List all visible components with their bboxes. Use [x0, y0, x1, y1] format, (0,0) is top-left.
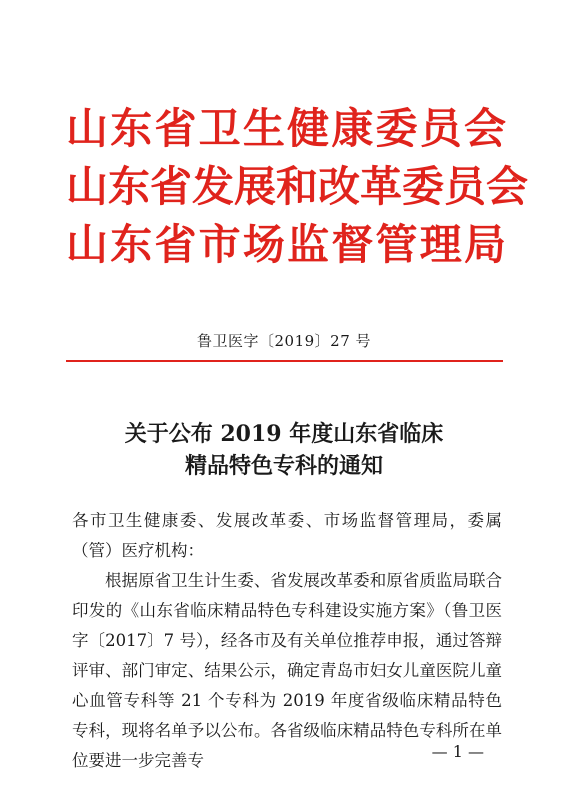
document-title-line-1: 关于公布 2019 年度山东省临床	[124, 421, 444, 447]
document-number: 鲁卫医字〔2019〕27 号	[196, 332, 372, 350]
body-paragraph: 根据原省卫生计生委、省发展改革委和原省质监局联合印发的《山东省临床精品特色专科建设实施方案》（鲁卫医字〔2017〕7 号），经各市及有关单位推荐申报，通过答辩评审、部门审定、结果公示，确定青岛市妇女儿童医院儿童心血管专科等 21 个专科为 2019 年度省级临床精品特色专科，现将名单予以公布。各省级临床精品特色专科所在单位要进一步完善专	[72, 571, 502, 770]
red-divider-line	[66, 360, 503, 362]
issuer-market-supervision-bureau: 山东省市场监督管理局	[66, 220, 506, 269]
document-title-line-2: 精品特色专科的通知	[184, 453, 383, 479]
document-body	[72, 506, 502, 776]
page-number: — 1 —	[431, 742, 484, 761]
issuer-development-reform-commission: 山东省发展和改革委员会	[66, 162, 529, 211]
issuer-header	[66, 100, 529, 274]
issuer-health-commission: 山东省卫生健康委员会	[66, 104, 506, 153]
document-title	[0, 418, 568, 482]
addressee: 各市卫生健康委、发展改革委、市场监督管理局，委属（管）医疗机构：	[72, 511, 502, 560]
